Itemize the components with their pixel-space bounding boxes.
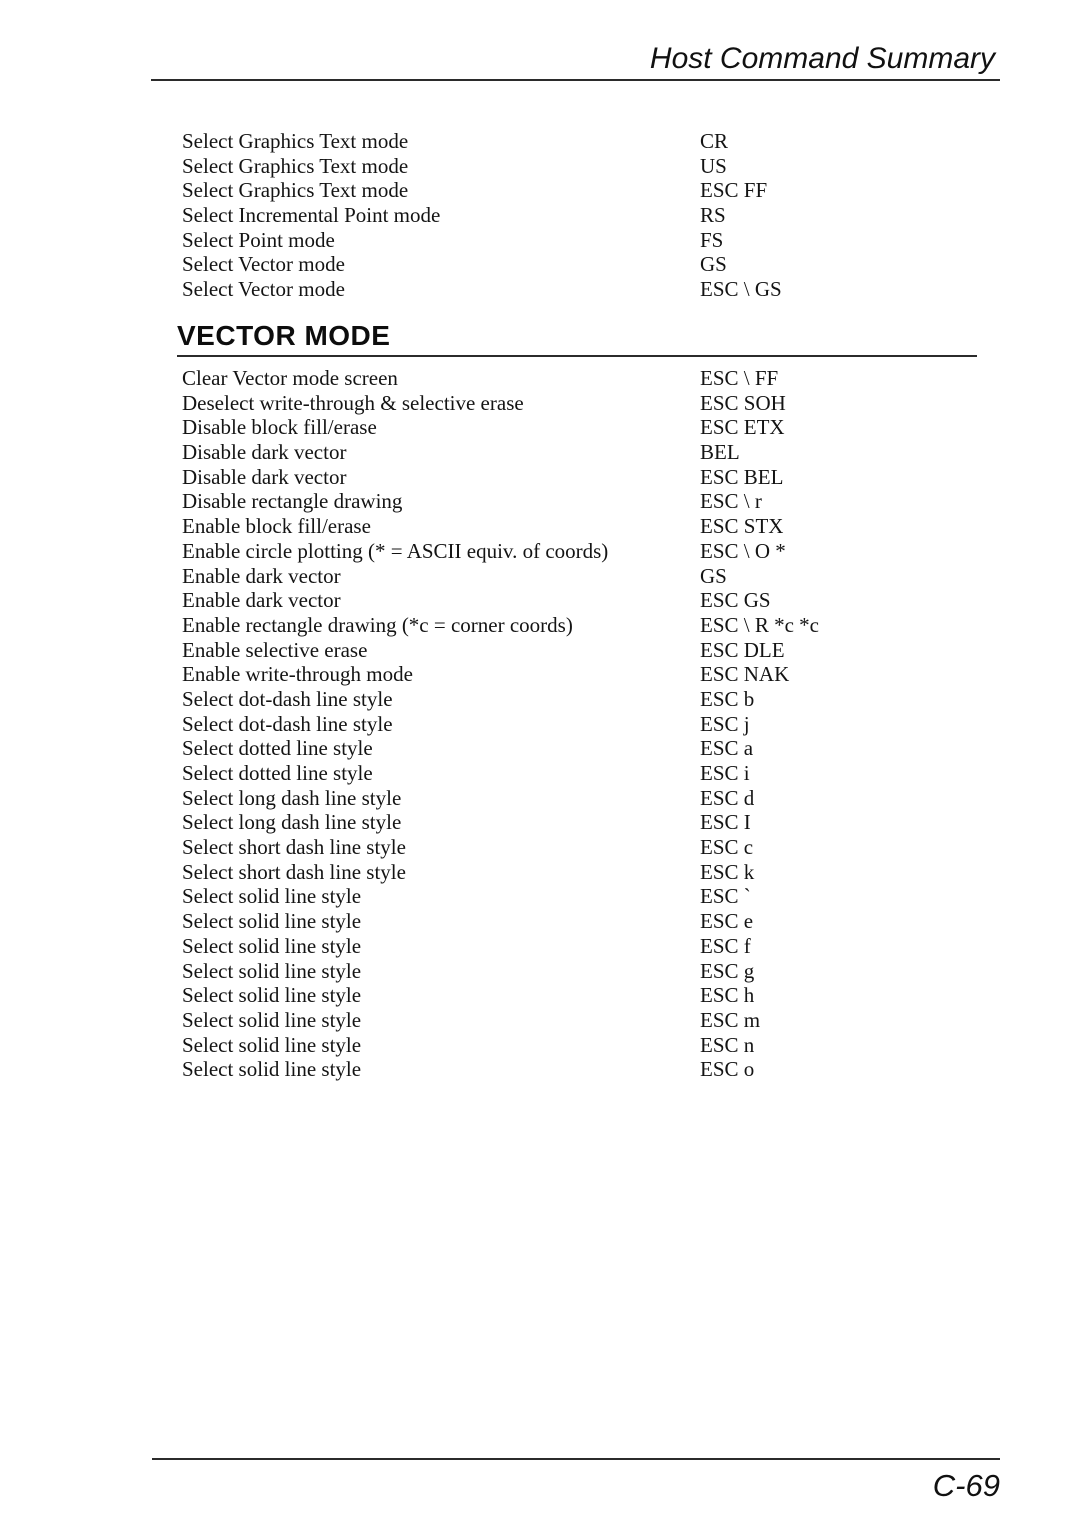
command-code: ESC n — [700, 1032, 755, 1057]
command-description: Disable dark vector — [182, 464, 347, 489]
command-description: Enable dark vector — [182, 588, 341, 613]
command-description: Select solid line style — [182, 1007, 362, 1032]
command-row — [182, 178, 1020, 203]
command-code: ESC BEL — [700, 464, 784, 489]
command-code: ESC h — [700, 983, 755, 1008]
command-description: Select Graphics Text mode — [182, 129, 409, 153]
command-row — [182, 983, 1020, 1008]
command-row — [182, 959, 1020, 984]
command-row — [182, 687, 1020, 712]
section-heading-rule — [177, 355, 977, 357]
command-row — [182, 884, 1020, 909]
command-row — [182, 154, 1020, 179]
command-row — [182, 203, 1020, 228]
command-description: Select short dash line style — [182, 859, 406, 884]
command-code: ESC m — [700, 1007, 761, 1032]
command-row — [182, 736, 1020, 761]
command-description: Select solid line style — [182, 983, 362, 1008]
command-code: ESC a — [700, 736, 754, 761]
command-code: ESC e — [700, 909, 754, 934]
command-description: Deselect write-through & selective erase — [182, 390, 524, 415]
command-row — [182, 662, 1020, 687]
command-code: ESC \ r — [700, 489, 762, 514]
command-code: ESC \ O * — [700, 538, 786, 563]
command-description: Disable dark vector — [182, 440, 347, 465]
command-description: Clear Vector mode screen — [182, 366, 398, 390]
command-row — [182, 588, 1020, 613]
command-code: ESC SOH — [700, 390, 786, 415]
command-row — [182, 1057, 1020, 1082]
command-row — [182, 514, 1020, 539]
command-description: Enable rectangle drawing (*c = corner coords) — [182, 612, 573, 637]
section-heading-vector-mode: VECTOR MODE — [177, 320, 391, 351]
command-row — [182, 391, 1020, 416]
command-code: US — [700, 153, 727, 178]
footer-rule — [152, 1458, 1000, 1460]
command-row — [182, 277, 1020, 302]
command-description: Select Graphics Text mode — [182, 178, 409, 203]
command-description: Disable rectangle drawing — [182, 489, 403, 514]
command-code: ESC b — [700, 686, 755, 711]
command-description: Select Vector mode — [182, 252, 345, 277]
command-description: Select solid line style — [182, 958, 362, 983]
page-header-title: Host Command Summary — [649, 42, 995, 75]
command-description: Enable dark vector — [182, 563, 341, 588]
command-code: ESC GS — [700, 588, 771, 613]
command-row — [182, 252, 1020, 277]
command-row — [182, 539, 1020, 564]
command-row — [182, 366, 1020, 391]
command-description: Select solid line style — [182, 933, 362, 958]
command-description: Select solid line style — [182, 884, 362, 909]
command-description: Disable block fill/erase — [182, 415, 377, 440]
command-description: Select long dash line style — [182, 785, 402, 810]
command-code: BEL — [700, 440, 740, 465]
command-code: ESC j — [700, 711, 750, 736]
command-code: RS — [700, 203, 726, 228]
command-description: Enable write-through mode — [182, 662, 413, 687]
command-row — [182, 909, 1020, 934]
command-code: ESC ETX — [700, 415, 785, 440]
command-description: Enable selective erase — [182, 637, 368, 662]
command-description: Select dot-dash line style — [182, 711, 393, 736]
command-row — [182, 228, 1020, 253]
command-description: Select solid line style — [182, 1032, 362, 1057]
command-row — [182, 835, 1020, 860]
command-row — [182, 712, 1020, 737]
command-row — [182, 761, 1020, 786]
command-code: CR — [700, 129, 729, 153]
command-code: ESC STX — [700, 514, 784, 539]
command-description: Enable circle plotting (* = ASCII equiv. of coords) — [182, 538, 609, 563]
command-row — [182, 465, 1020, 490]
command-table-top — [182, 129, 1020, 302]
command-row — [182, 934, 1020, 959]
command-code: ESC g — [700, 958, 755, 983]
command-row — [182, 860, 1020, 885]
command-code: GS — [700, 563, 727, 588]
command-row — [182, 1033, 1020, 1058]
command-code: GS — [700, 252, 727, 277]
command-code: ESC o — [700, 1057, 755, 1082]
command-description: Select dot-dash line style — [182, 686, 393, 711]
command-row — [182, 613, 1020, 638]
command-code: ESC \ R *c *c — [700, 612, 819, 637]
command-code: FS — [700, 227, 724, 252]
header-rule — [151, 79, 1000, 81]
command-description: Select Graphics Text mode — [182, 153, 409, 178]
command-code: ESC FF — [700, 178, 768, 203]
command-description: Select long dash line style — [182, 810, 402, 835]
command-description: Select Point mode — [182, 227, 335, 252]
command-code: ESC \ GS — [700, 277, 782, 302]
command-table-vector-mode — [182, 366, 1020, 1082]
command-code: ESC i — [700, 761, 750, 785]
command-code: ESC d — [700, 785, 755, 810]
command-row — [182, 415, 1020, 440]
command-row — [182, 810, 1020, 835]
command-code: ESC I — [700, 810, 751, 835]
command-row — [182, 1008, 1020, 1033]
command-code: ESC \ FF — [700, 366, 779, 390]
command-description: Select short dash line style — [182, 835, 406, 860]
command-code: ESC ` — [700, 884, 751, 909]
command-row — [182, 638, 1020, 663]
command-row — [182, 440, 1020, 465]
command-code: ESC c — [700, 835, 754, 860]
command-code: ESC f — [700, 933, 751, 958]
command-description: Select Vector mode — [182, 277, 345, 302]
command-description: Select solid line style — [182, 909, 362, 934]
command-row — [182, 786, 1020, 811]
command-code: ESC k — [700, 859, 755, 884]
command-row — [182, 129, 1020, 154]
command-code: ESC DLE — [700, 637, 785, 662]
command-code: ESC NAK — [700, 662, 790, 687]
command-description: Select dotted line style — [182, 736, 373, 761]
command-row — [182, 564, 1020, 589]
command-row — [182, 489, 1020, 514]
command-description: Select Incremental Point mode — [182, 203, 441, 228]
command-description: Enable block fill/erase — [182, 514, 371, 539]
page-number: C-69 — [932, 1468, 1000, 1503]
command-description: Select dotted line style — [182, 761, 373, 785]
command-description: Select solid line style — [182, 1057, 362, 1082]
